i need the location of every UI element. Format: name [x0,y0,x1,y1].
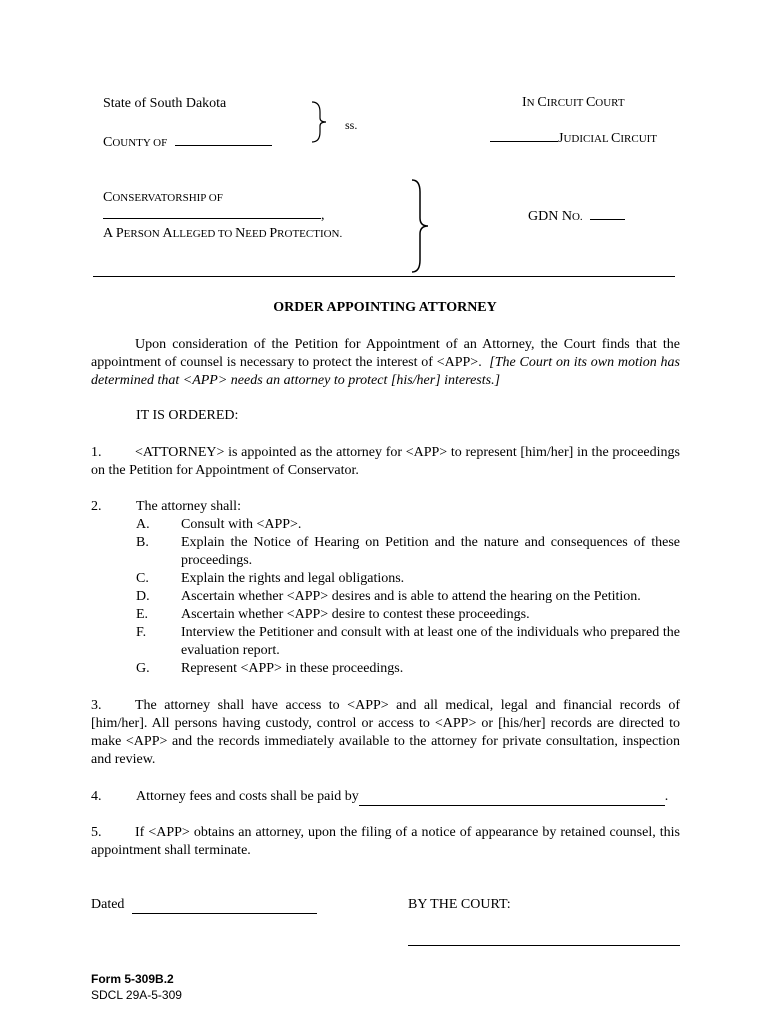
it-is-ordered: IT IS ORDERED: [136,408,239,423]
subitem-letter: D. [136,589,150,604]
judicial-circuit-label: JUDICIAL CIRCUIT [490,131,657,147]
subitem-text: Ascertain whether <APP> desire to contest these proceedings. [181,607,530,622]
document-title: ORDER APPOINTING ATTORNEY [273,300,497,315]
subitem-letter: F. [136,625,147,640]
subitem-text: Explain the Notice of Hearing on Petition and the nature and consequences of these proceedings. [181,535,680,568]
subitem-letter: C. [136,571,149,586]
caption-brace [408,178,432,274]
county-blank [175,145,272,146]
state-name: State of South Dakota [103,96,227,111]
form-number: Form 5-309B.2 [91,972,174,986]
item-1: 1. <ATTORNEY> is appointed as the attorney for <APP> to represent [him/her] in the proceedings on the Petition for Appointment of Conservator. [91,445,680,478]
subitem-letter: B. [136,535,149,550]
item-4-number: 4. [91,789,102,804]
subitem-letter: A. [136,517,150,532]
item-4-text: Attorney fees and costs shall be paid by . [136,789,669,804]
caption-divider [93,276,675,277]
intro-paragraph: Upon consideration of the Petition for Appointment of an Attorney, the Court finds that the appointment of counsel is necessary to protect the interest of <APP>. [The Court on its own motion has determined that <APP> needs an attorney to protect [his/her] interests.] [91,337,681,388]
item-5: 5. If <APP> obtains an attorney, upon the filing of a notice of appearance by retained counsel, this appointment shall terminate. [91,825,680,858]
date-blank [132,900,317,914]
intro-italic-text: [The Court on its own motion has determined that <APP> needs an attorney to protect [his/her] interests.] [91,355,681,388]
circuit-court-label: IN CIRCUIT COURT [522,95,625,110]
subitem-text: Represent <APP> in these proceedings. [181,661,404,676]
judicial-blank [490,141,558,142]
fees-paid-by-blank [359,792,665,806]
item-2-number: 2. [91,499,102,514]
ss-brace [310,100,330,144]
item-2-text: The attorney shall: [136,499,241,514]
gdn-blank [590,219,625,220]
ss-label: ss. [345,118,358,132]
subitem-letter: E. [136,607,149,622]
judge-signature-line [408,945,680,946]
conservatorship-label: CONSERVATORSHIP OF [103,190,223,205]
dated-label: Dated [91,896,317,914]
subitem-text: Interview the Petitioner and consult with at least one of the individuals who prepared the evaluation report. [181,625,680,658]
gdn-number-label: GDN NO. [528,209,625,225]
subitem-text: Explain the rights and legal obligations. [181,571,405,586]
subitem-text: Consult with <APP>. [181,517,302,532]
subitem-text: Ascertain whether <APP> desires and is able to attend the hearing on the Petition. [181,589,641,604]
name-blank [103,218,321,219]
sdcl-citation: SDCL 29A-5-309 [91,988,182,1002]
by-the-court-label: BY THE COURT: [408,897,511,912]
item-3: 3. The attorney shall have access to <APP> and all medical, legal and financial records of [him/her]. All persons having custody, control or access to <APP> or [his/her] records are directed to make <APP> and the records immediately available to the attorney for private consultation, inspection and review. [91,698,680,767]
name-line: , [103,208,325,224]
county-label: COUNTY OF [103,135,272,151]
subitem-letter: G. [136,661,150,676]
person-alleged-label: A PERSON ALLEGED TO NEED PROTECTION. [103,226,343,241]
